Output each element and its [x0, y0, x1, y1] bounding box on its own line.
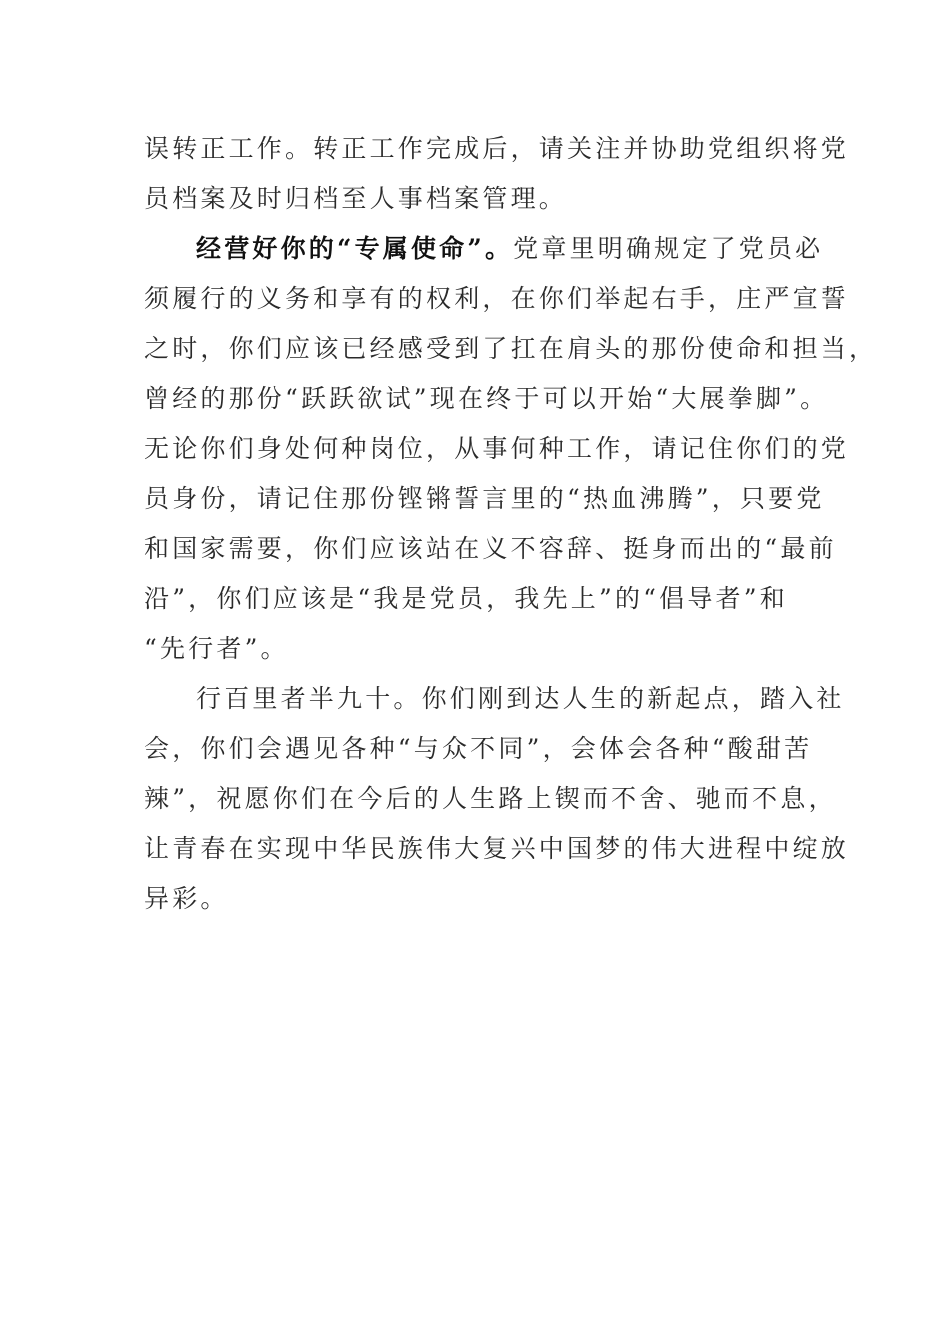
- text-line: 辣”，祝愿你们在今后的人生路上锲而不舍、驰而不息，: [144, 784, 837, 813]
- text-line: 沿”，你们应该是“我是党员，我先上”的“倡导者”和: [144, 584, 788, 613]
- text-line: 让青春在实现中华民族伟大复兴中国梦的伟大进程中绽放: [144, 834, 850, 863]
- section-heading: 经营好你的“专属使命”。: [196, 234, 514, 263]
- text-line: 异彩。: [144, 884, 229, 913]
- text-span: 党章里明确规定了党员必: [513, 234, 824, 263]
- text-line: 员身份，请记住那份铿锵誓言里的“热血沸腾”，只要党: [144, 484, 825, 513]
- text-line: 员档案及时归档至人事档案管理。: [144, 184, 568, 213]
- paragraph-start-line: 行百里者半九十。你们刚到达人生的新起点，踏入社: [196, 684, 845, 713]
- text-line: 误转正工作。转正工作完成后，请关注并协助党组织将党: [144, 134, 850, 163]
- text-line: 和国家需要，你们应该站在义不容辞、挺身而出的“最前: [144, 534, 837, 563]
- text-line: 曾经的那份“跃跃欲试”现在终于可以开始“大展拳脚”。: [144, 384, 829, 413]
- paragraph-start-line: [144, 224, 824, 274]
- text-line: “先行者”。: [144, 634, 289, 663]
- text-line: 会，你们会遇见各种“与众不同”，会体会各种“酸甜苦: [144, 734, 813, 763]
- text-line: 之时，你们应该已经感受到了扛在肩头的那份使命和担当，: [144, 334, 878, 363]
- document-body: [144, 124, 878, 924]
- text-line: 须履行的义务和享有的权利，在你们举起右手，庄严宣誓: [144, 284, 850, 313]
- text-line: 无论你们身处何种岗位，从事何种工作，请记住你们的党: [144, 434, 850, 463]
